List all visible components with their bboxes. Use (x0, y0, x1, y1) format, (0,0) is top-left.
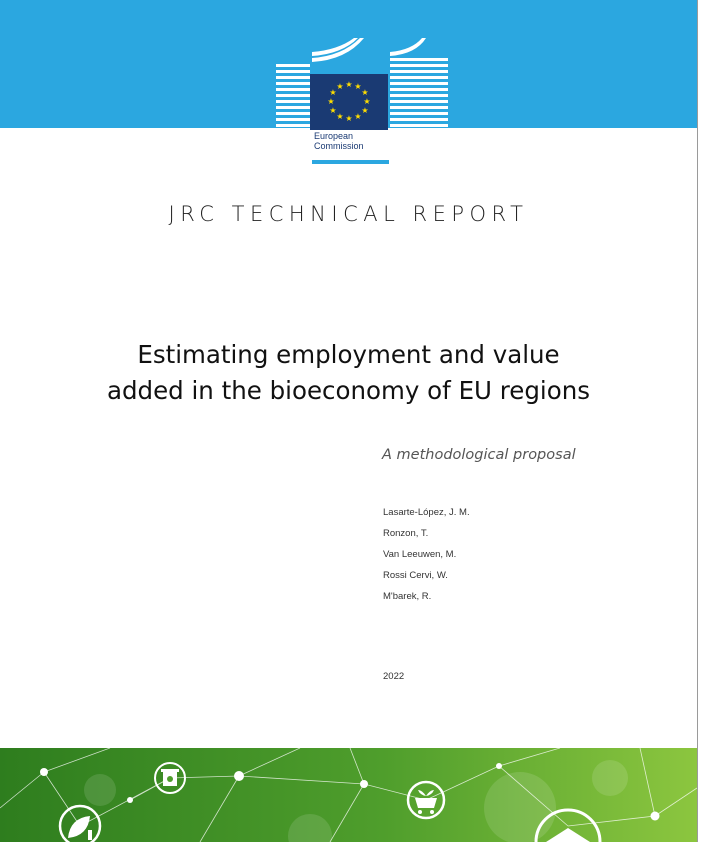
svg-text:★: ★ (361, 88, 369, 97)
svg-text:★: ★ (361, 106, 369, 115)
author-item: Van Leeuwen, M. (383, 549, 457, 560)
svg-text:★: ★ (329, 106, 337, 115)
svg-text:★: ★ (345, 114, 353, 123)
author-item: Lasarte-López, J. M. (383, 507, 470, 518)
report-title (40, 337, 657, 409)
logo-caption-line2: Commission (314, 141, 364, 151)
page-edge (697, 0, 701, 842)
svg-text:★: ★ (336, 82, 344, 91)
logo-caption-line1: European (314, 131, 354, 141)
svg-text:★: ★ (345, 80, 353, 89)
svg-text:★: ★ (354, 112, 362, 121)
logo-caption (314, 131, 404, 151)
svg-text:★: ★ (329, 88, 337, 97)
svg-text:★: ★ (363, 97, 371, 106)
author-list (383, 502, 470, 607)
svg-text:★: ★ (354, 82, 362, 91)
svg-text:★: ★ (327, 97, 335, 106)
report-title-line2: added in the bioeconomy of EU regions (106, 376, 591, 405)
report-type-heading: JRC TECHNICAL REPORT (168, 202, 529, 226)
report-subtitle: A methodological proposal (382, 447, 576, 463)
author-item: M'barek, R. (383, 591, 432, 602)
author-item: Ronzon, T. (383, 528, 429, 539)
report-title-line1: Estimating employment and value (137, 340, 560, 369)
author-item: Rossi Cervi, W. (383, 570, 448, 581)
publication-year: 2022 (383, 671, 405, 682)
svg-text:★: ★ (336, 112, 344, 121)
logo-underline (312, 160, 389, 164)
bioeconomy-network-banner (0, 748, 697, 842)
